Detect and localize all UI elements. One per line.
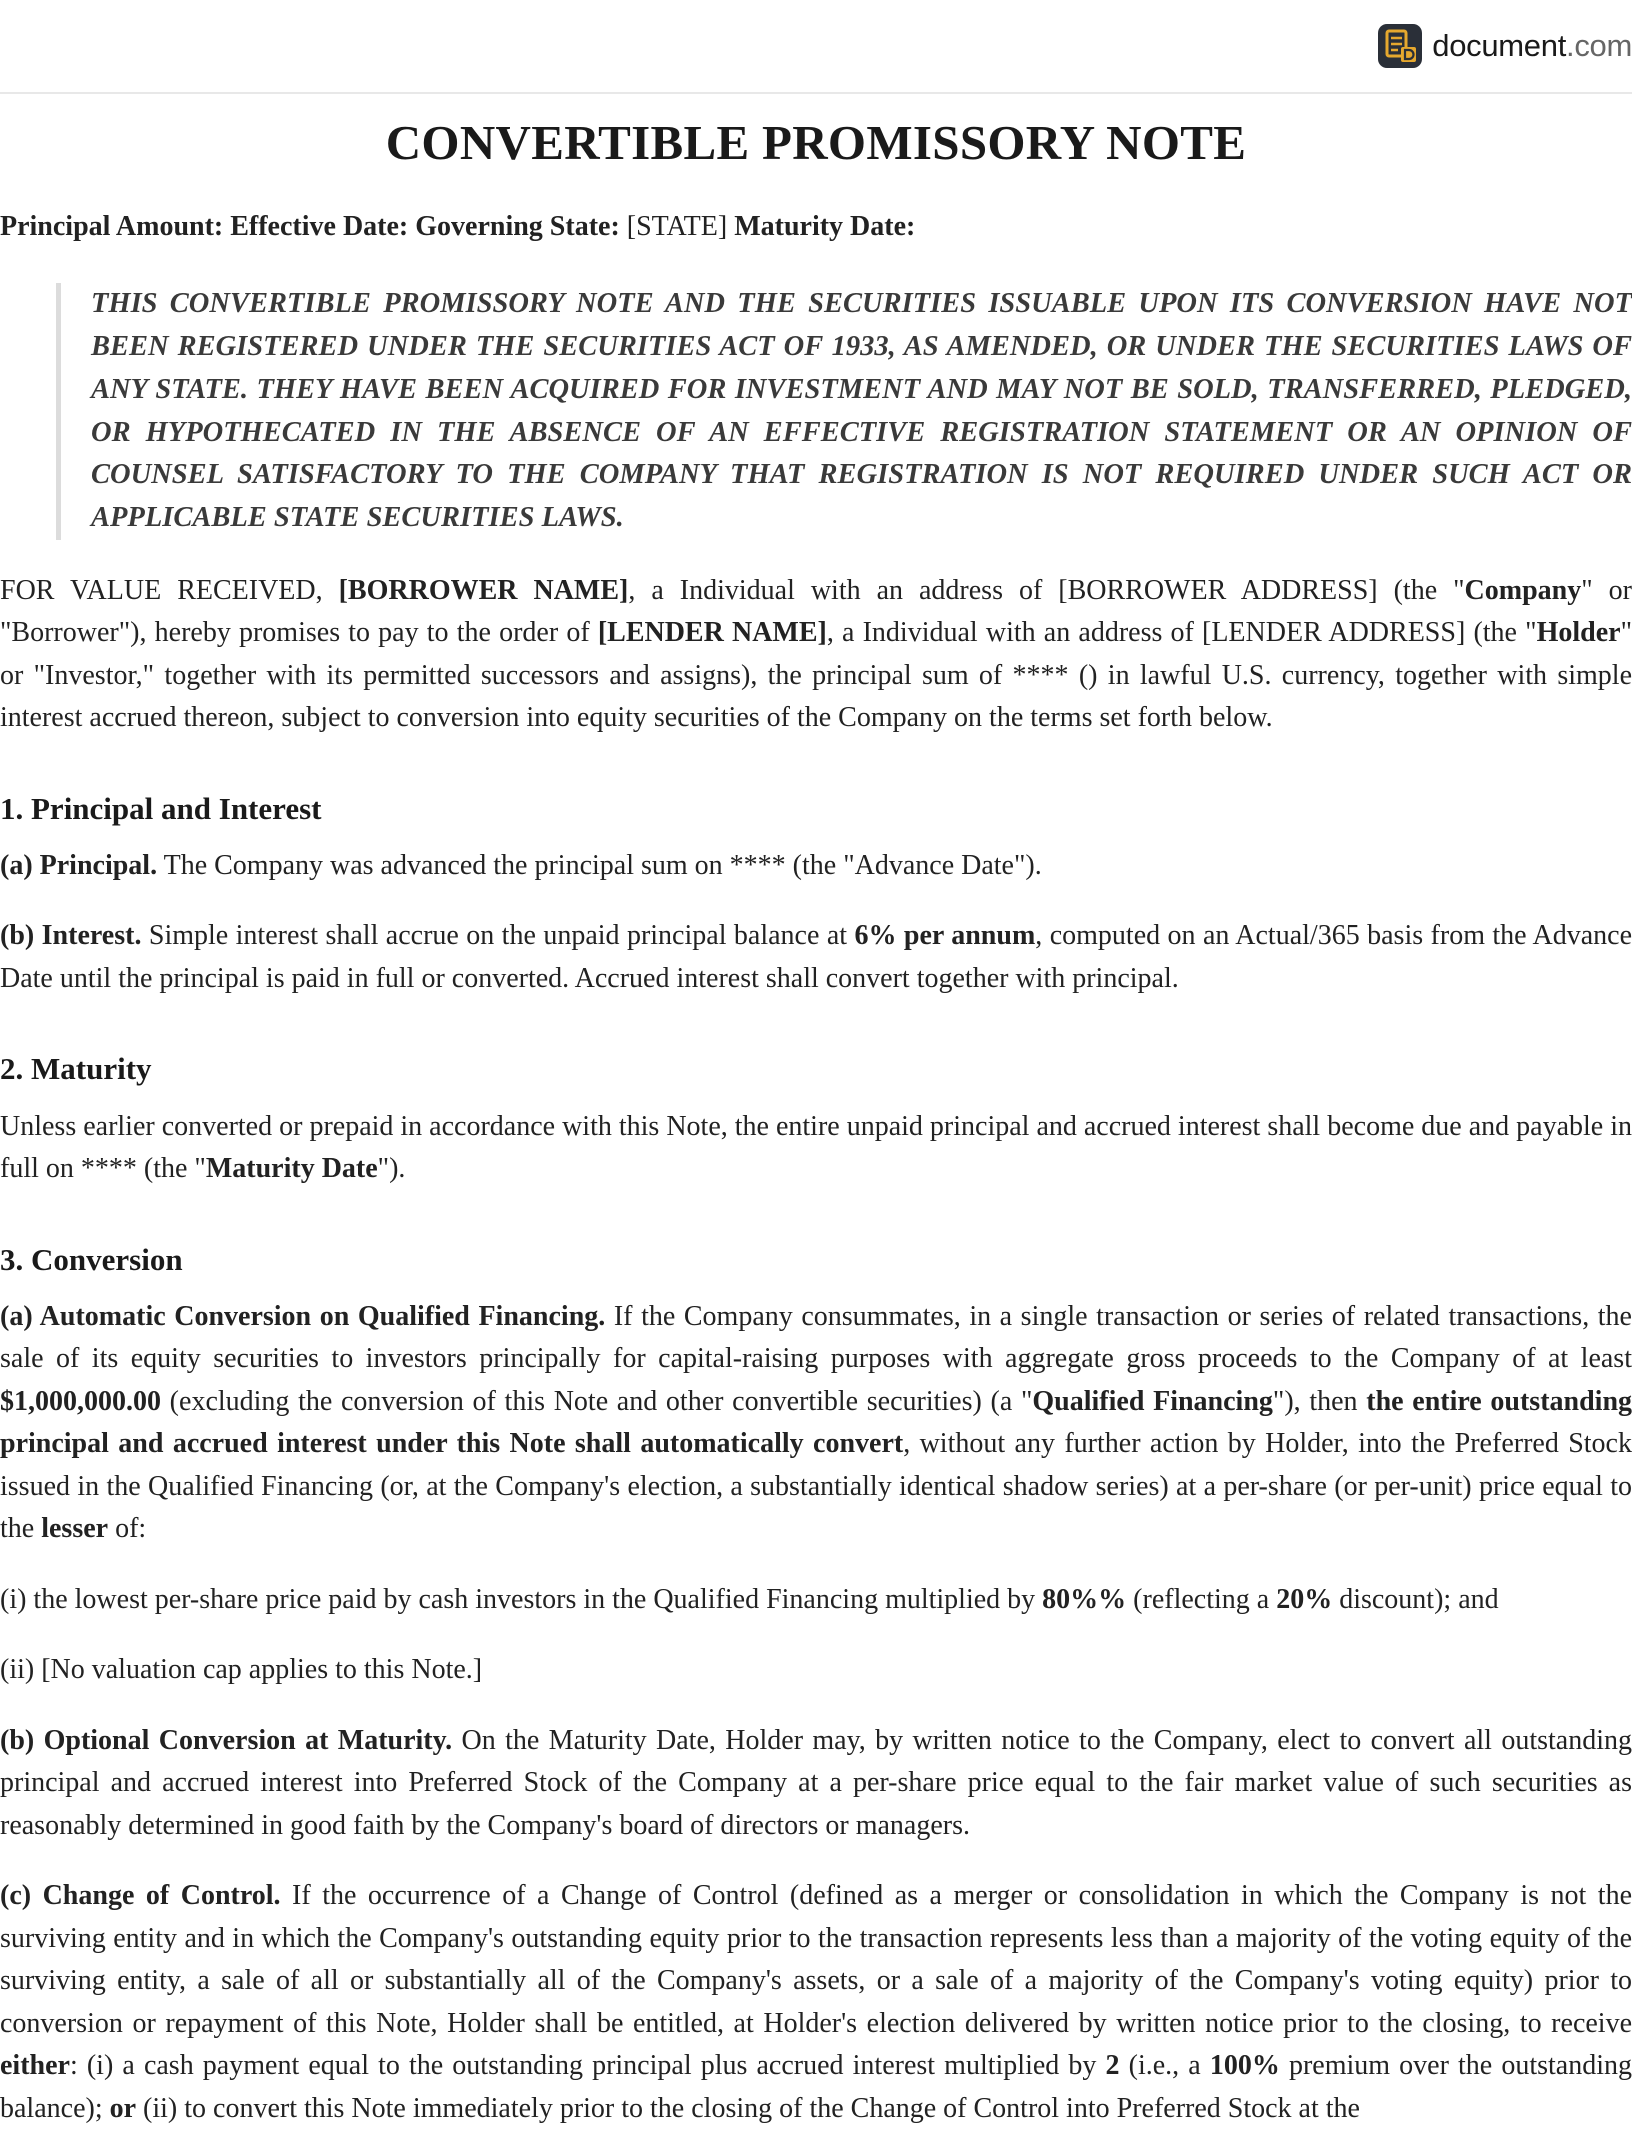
clause-text: Unless earlier converted or prepaid in accordance with this Note, the entire unpaid principal and accrued interest shall become due and payable in full on **** (the " [0,1110,1632,1185]
clause-text: (ii) to convert this Note immediately prior to the closing of the Change of Control into Preferred Stock at the [136,2092,1360,2124]
maturity-date-label: Maturity Date: [734,210,916,242]
clause-emphasis: the entire outstanding principal and accrued interest under this Note shall automatically convert [0,1385,1632,1460]
clause-text: (i) the lowest per-share price paid by cash investors in the Qualified Financing multiplied by [0,1583,1043,1615]
brand-name-tld: .com [1566,28,1632,63]
conversion-percentage: 80%% [1042,1583,1127,1615]
maturity-date-term: Maturity Date [205,1153,378,1185]
clause-text: Simple interest shall accrue on the unpaid principal balance at [141,920,855,952]
section-heading-principal-interest: 1. Principal and Interest [0,790,322,826]
clause-conversion-price-i [0,1579,1632,1622]
company-term: Company [1464,574,1582,606]
clause-emphasis: or [109,2092,137,2124]
top-bar [0,0,1632,94]
clause-emphasis: lesser [41,1513,109,1545]
clause-text: premium over the outstanding balance); [0,2050,1632,2124]
governing-state-label: Governing State: [415,210,620,242]
lender-name: [LENDER NAME] [597,617,827,649]
qualified-financing-term: Qualified Financing [1032,1385,1273,1417]
clause-label: (a) Automatic Conversion on Qualified Financing. [0,1300,606,1332]
clause-text: (i.e., a [1119,2050,1210,2082]
clause-automatic-conversion [0,1296,1632,1551]
intro-paragraph [0,570,1632,740]
holder-term: Holder [1536,617,1621,649]
clause-text: The Company was advanced the principal sum on **** (the "Advance Date"). [157,849,1042,881]
brand-name [1432,28,1632,64]
clause-text: : (i) a cash payment equal to the outstanding principal plus accrued interest multiplied by [69,2050,1106,2082]
document-body [0,116,1632,2130]
brand-name-main: document [1432,28,1567,63]
clause-text: of: [108,1513,147,1545]
clause-text: , without any further action by Holder, into the Preferred Stock issued in the Qualified Financing (or, at the Company's election, a substantially identical shadow series) at a per-share (or per-unit) price equal to the [0,1428,1632,1545]
clause-change-of-control [0,1875,1632,2130]
clause-label: (c) Change of Control. [0,1880,281,1912]
borrower-name: [BORROWER NAME] [338,574,629,606]
clause-emphasis: either [0,2050,70,2082]
document-logo-icon [1378,24,1422,68]
discount-percentage: 20% [1276,1583,1333,1615]
clause-label: (b) Interest. [0,920,142,952]
premium-percentage: 100% [1209,2050,1280,2082]
document-title: CONVERTIBLE PROMISSORY NOTE [385,115,1247,170]
section-heading-conversion: 3. Conversion [0,1241,183,1277]
clause-conversion-price-ii: (ii) [No valuation cap applies to this Note.] [0,1654,483,1686]
intro-text: FOR VALUE RECEIVED, [0,574,339,606]
clause-text: If the Company consummates, in a single transaction or series of related transactions, the sale of its equity securities to investors principally for capital-raising purposes with aggregate gross proceeds to the Company of at least [0,1300,1632,1375]
section-heading-maturity: 2. Maturity [0,1051,152,1087]
clause-text: On the Maturity Date, Holder may, by written notice to the Company, elect to convert all outstanding principal and accrued interest into Preferred Stock of the Company at a per-share price equal to the fair market value of such securities as reasonably determined in good faith by the Company's board of directors or managers. [0,1724,1632,1841]
clause-text: , computed on an Actual/365 basis from the Advance Date until the principal is paid in full or converted. Accrued interest shall convert together with principal. [0,920,1632,994]
intro-text: , a Individual with an address of [LENDER ADDRESS] (the " [826,617,1537,649]
document-meta [0,210,1632,244]
clause-text: "), then [1272,1385,1367,1417]
clause-text: discount); and [1332,1583,1499,1615]
clause-optional-conversion [0,1720,1632,1848]
intro-text: " or "Investor," together with its permitted successors and assigns), the principal sum of **** () in lawful U.S. currency, together with simple interest accrued thereon, subject to conversion into equity securities of the Company on the terms set forth below. [0,617,1632,734]
financing-amount: $1,000,000.00 [0,1385,161,1417]
governing-state-value: [STATE] [626,210,728,242]
payout-multiplier: 2 [1105,2050,1120,2082]
clause-label: (b) Optional Conversion at Maturity. [0,1724,453,1756]
clause-text: "). [377,1153,406,1185]
clause-maturity [0,1106,1632,1191]
principal-amount-label: Principal Amount: [0,210,224,242]
intro-text: , a Individual with an address of [BORROWER ADDRESS] (the " [628,574,1465,606]
interest-rate: 6% per annum [854,920,1036,952]
clause-label: (a) Principal. [0,849,158,881]
effective-date-label: Effective Date: [230,210,409,242]
clause-principal [0,845,1632,888]
clause-text: If the occurrence of a Change of Control (defined as a merger or consolidation in which the Company is not the surviving entity and in which the Company's outstanding equity prior to the transaction represents less than a majority of the voting equity of the surviving entity, a sale of all or substantially all of the Company's assets, or a sale of a majority of the Company's voting equity) prior to conversion or repayment of this Note, Holder shall be entitled, at Holder's election delivered by written notice prior to the closing, to receive [0,1880,1632,2039]
clause-text: (reflecting a [1126,1583,1277,1615]
brand[interactable] [1378,24,1632,68]
clause-interest [0,915,1632,1000]
clause-text: (excluding the conversion of this Note and other convertible securities) (a " [161,1385,1033,1417]
intro-text: " or "Borrower"), hereby promises to pay to the order of [0,574,1632,649]
securities-legend: THIS CONVERTIBLE PROMISSORY NOTE AND THE SECURITIES ISSUABLE UPON ITS CONVERSION HAVE NOT BEEN REGISTERED UNDER THE SECURITIES ACT OF 1933, AS AMENDED, OR UNDER THE SECURITIES LAWS OF ANY STATE. THEY HAVE BEEN ACQUIRED FOR INVESTMENT AND MAY NOT BE SOLD, TRANSFERRED, PLEDGED, OR HYPOTHECATED IN THE ABSENCE OF AN EFFECTIVE REGISTRATION STATEMENT OR AN OPINION OF COUNSEL SATISFACTORY TO THE COMPANY THAT REGISTRATION IS NOT REQUIRED UNDER SUCH ACT OR APPLICABLE STATE SECURITIES LAWS. [56,283,1632,539]
